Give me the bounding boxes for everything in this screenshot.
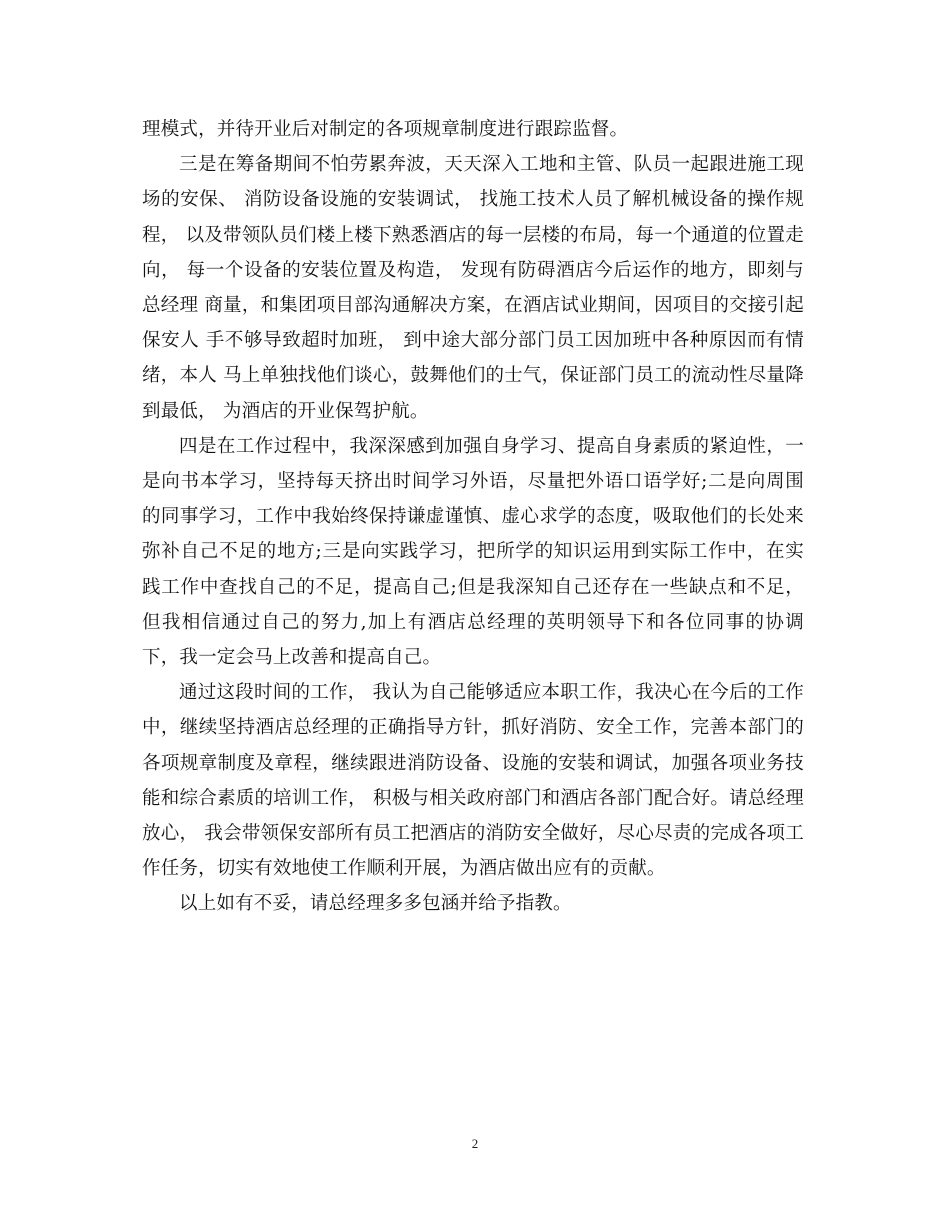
- document-body: [142, 112, 804, 922]
- paragraph-1: 理模式，并待开业后对制定的各项规章制度进行跟踪监督。: [142, 119, 629, 140]
- paragraph-3: 四是在工作过程中，我深深感到加强自身学习、提高自身素质的紧迫性，一是向书本学习，坚持每天挤出时间学习外语，尽量把外语口语学好;二是向周围 的同事学习，工作中我始终保持谦虚谨慎、虚心求学的态度，吸取他们的长处来 弥补自己不足的地方;三是向实践学习，把所学的知识运用到实际工作中，在实 践工作中查找自己的不足，提高自己;但是我深知自己还存在一些缺点和不足， 但我相信通过自己的努力,加上有酒店总经理的英明领导下和各位同事的协调 下，我一定会马上改善和提高自己。: [142, 435, 804, 669]
- page-number: 2: [471, 1136, 479, 1151]
- paragraph-4: 通过这段时间的工作， 我认为自己能够适应本职工作，我决心在今后的工作中，继续坚持酒店总经理的正确指导方针，抓好消防、安全工作，完善本部门的各项规章制度及章程，继续跟进消防设备、设施的安装和调试，加强各项业务技能和综合素质的培训工作， 积极与相关政府部门和酒店各部门配合好。请总经理放心， 我会带领保安部所有员工把酒店的消防安全做好，尽心尽责的完成各项工作任务，切实有效地使工作顺利开展，为酒店做出应有的贡献。: [142, 682, 804, 880]
- paragraph-2: 三是在筹备期间不怕劳累奔波，天天深入工地和主管、队员一起跟进施工现场的安保、 消防设备设施的安装调试， 找施工技术人员了解机械设备的操作规程， 以及带领队员们楼上楼下熟悉酒店的每一层楼的布局，每一个通道的位置走向， 每一个设备的安装位置及构造， 发现有防碍酒店今后运作的地方，即刻与总经理 商量，和集团项目部沟通解决方案，在酒店试业期间，因项目的交接引起保安人 手不够导致超时加班， 到中途大部分部门员工因加班中各种原因而有情绪，本人 马上单独找他们谈心，鼓舞他们的士气，保证部门员工的流动性尽量降到最低， 为酒店的开业保驾护航。: [142, 154, 804, 422]
- paragraph-5: 以上如有不妥，请总经理多多包涵并给予指教。: [179, 893, 572, 915]
